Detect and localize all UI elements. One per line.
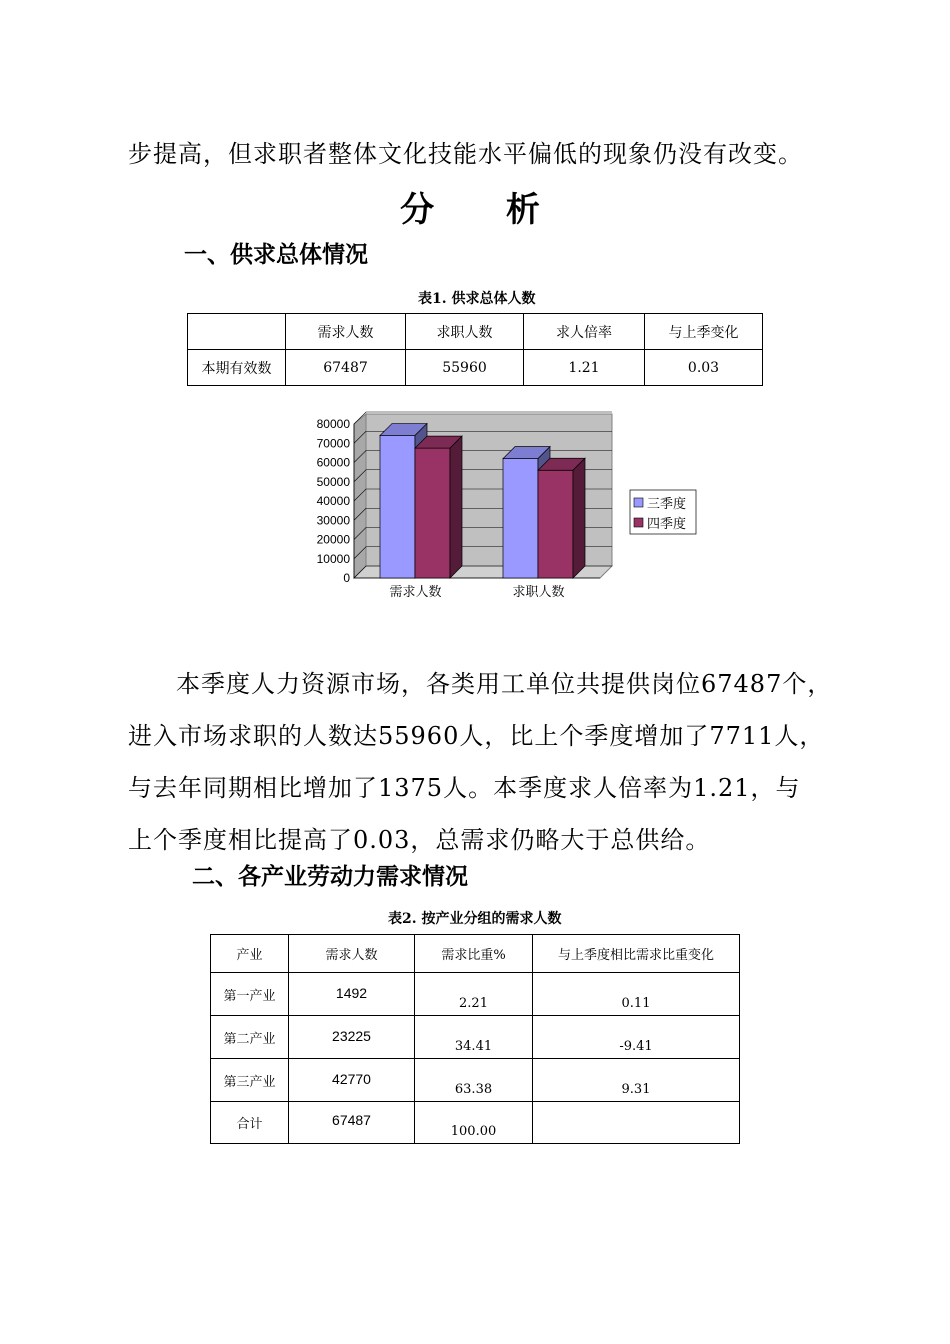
table-header-cell [188, 314, 286, 350]
table-header-cell: 求职人数 [406, 314, 524, 350]
heading-industry-demand: 二、各产业劳动力需求情况 [192, 864, 468, 890]
table-header-cell: 产业 [211, 935, 289, 973]
table-cell: 第一产业 [211, 973, 289, 1016]
table-cell: 9.31 [533, 1059, 740, 1102]
table-header-cell: 需求人数 [289, 935, 415, 973]
chart-legend-swatch [634, 498, 643, 507]
table-header-cell: 需求人数 [286, 314, 406, 350]
paragraph-line: 本季度人力资源市场，各类用工单位共提供岗位67487个， [176, 670, 833, 698]
chart-x-tick-label: 需求人数 [389, 584, 442, 599]
chart-y-tick-labels [317, 417, 351, 585]
chart-bar-side [573, 458, 585, 578]
table-cell: 2.21 [415, 973, 533, 1016]
table-header-cell: 需求比重% [415, 935, 533, 973]
chart-x-tick-label: 求职人数 [512, 584, 565, 599]
paragraph-line: 与去年同期相比增加了1375人。本季度求人倍率为1.21，与 [128, 774, 801, 802]
table1-caption: 表1. 供求总体人数 [418, 291, 536, 307]
table-cell: 34.41 [415, 1016, 533, 1059]
table-cell: 42770 [289, 1059, 415, 1102]
table-cell: 合计 [211, 1102, 289, 1144]
supply-demand-table [187, 313, 763, 386]
table-row [211, 973, 740, 1016]
table-row [188, 350, 763, 386]
table-header-cell: 与上季度相比需求比重变化 [533, 935, 740, 973]
chart-bar [538, 470, 573, 578]
table-cell: 0.03 [645, 350, 763, 386]
table-cell: 23225 [289, 1016, 415, 1059]
chart-side-wall [354, 414, 366, 578]
table-cell: 67487 [286, 350, 406, 386]
section-title: 分 析 [400, 190, 570, 230]
chart-y-tick-label: 10000 [316, 551, 350, 566]
chart-x-tick-labels [389, 584, 564, 599]
table-cell: 0.11 [533, 973, 740, 1016]
table-cell: 第三产业 [211, 1059, 289, 1102]
table-cell: 第二产业 [211, 1016, 289, 1059]
chart-legend-swatch [634, 518, 643, 527]
table-cell: 67487 [289, 1102, 415, 1144]
chart-legend [630, 490, 696, 534]
chart-y-tick-label: 80000 [316, 417, 350, 431]
chart-legend-label: 三季度 [647, 496, 687, 511]
chart-bar [415, 448, 450, 578]
table2-caption: 表2. 按产业分组的需求人数 [388, 911, 562, 927]
chart-y-tick-label: 40000 [316, 494, 350, 508]
industry-demand-table [210, 934, 740, 1144]
table-cell: 本期有效数 [188, 350, 286, 386]
table-header-cell: 与上季变化 [645, 314, 763, 350]
paragraph-line: 上个季度相比提高了0.03，总需求仍略大于总供给。 [128, 826, 711, 854]
table-cell: 55960 [406, 350, 524, 386]
chart-y-tick-label: 50000 [316, 474, 350, 489]
table-cell: 63.38 [415, 1059, 533, 1102]
table-row [211, 1102, 740, 1144]
chart-y-tick-label: 20000 [316, 532, 350, 547]
heading-supply-demand: 一、供求总体情况 [184, 242, 368, 268]
table-cell [533, 1102, 740, 1144]
table-row [211, 1059, 740, 1102]
table-header-row [188, 314, 763, 350]
chart-bar-side [450, 436, 462, 578]
chart-y-tick-label: 70000 [316, 436, 350, 451]
paragraph-line: 进入市场求职的人数达55960人，比上个季度增加了7711人， [128, 722, 825, 750]
table-row [211, 1016, 740, 1059]
table-cell: 1.21 [524, 350, 645, 386]
supply-demand-chart [300, 408, 720, 608]
chart-y-tick-label: 0 [343, 571, 350, 585]
intro-line: 步提高，但求职者整体文化技能水平偏低的现象仍没有改变。 [128, 140, 803, 168]
summary-paragraph [128, 658, 832, 866]
table-cell: -9.41 [533, 1016, 740, 1059]
table-header-cell: 求人倍率 [524, 314, 645, 350]
table-cell: 100.00 [415, 1102, 533, 1144]
chart-y-tick-label: 60000 [316, 455, 350, 470]
chart-bar [503, 459, 538, 578]
table-cell: 1492 [289, 973, 415, 1016]
chart-y-tick-label: 30000 [316, 513, 350, 528]
table-header-row [211, 935, 740, 973]
chart-legend-label: 四季度 [647, 516, 687, 531]
chart-bar [380, 436, 415, 578]
